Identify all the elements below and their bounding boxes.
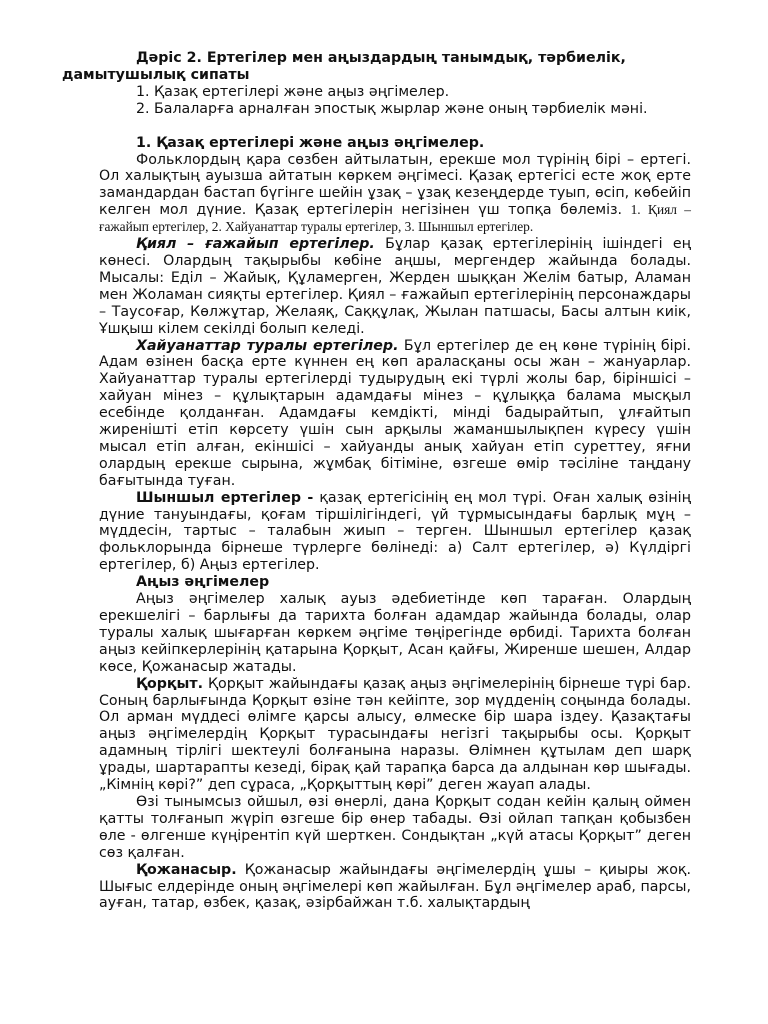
text-shynshyl: қазақ ертегісінің ең мол түрі. Оған халық өзінің дүние тануындағы, қоғам тіршілігіндегі, үй тұрмысындағы барлық мұң – мүддесін, тартыс – талабын жиып – терген. Шыншыл ертегілер қазақ фольклорында бірнеше түрлерге бөлінеді: а) Салт ертегілер, ә) Күлдіргі ертегілер, б) Аңыз ертегілер. xyxy=(99,489,691,574)
term-kozhanasyr: Қожанасыр. xyxy=(136,861,237,878)
lecture-title-line1: Дәріс 2. Ертегілер мен аңыздардың танымдық, тәрбиелік, xyxy=(136,50,626,66)
term-shynshyl: Шыншыл ертегілер - xyxy=(136,489,314,506)
spacer xyxy=(99,118,691,135)
anyz-heading: Аңыз әңгімелер xyxy=(136,574,270,591)
term-korkyt: Қорқыт. xyxy=(136,675,203,692)
paragraph-shynshyl xyxy=(99,490,691,575)
intro-categories: 1. Қиял – ғажайып ертегілер, 2. Хайуанаттар туралы ертегілер, 3. Шыншыл ертегілер. xyxy=(99,202,692,235)
section-1-heading: 1. Қазақ ертегілері және аңыз әңгімелер. xyxy=(136,134,485,151)
paragraph-kiyal xyxy=(99,236,691,337)
document-page xyxy=(62,50,692,912)
paragraph-korkyt xyxy=(99,676,691,794)
paragraph-anyz: Аңыз әңгімелер халық ауыз әдебиетінде көп тараған. Олардың ерекшелігі – барлығы да тарихта болған адамдар жайында болады, олар туралы халық шығарған көркем әңгіме төңірегінде өрбиді. Тарихта болған аңыз кейіпкерлерінің қатарына Қорқыт, Асан қайғы, Жиренше шешен, Алдар көсе, Қожанасыр жатады. xyxy=(99,591,691,675)
outline-item-2: 2. Балаларға арналған эпостық жырлар және оның тәрбиелік мәні. xyxy=(136,100,648,117)
term-kiyal: Қиял – ғажайып ертегілер. xyxy=(136,236,375,253)
text-hayuanat: Бұл ертегілер де ең көне түрінің бірі. Адам өзінен басқа ерте күннен ең көп араласқаны осы жан – жануарлар. Хайуанаттар туралы ертегілерді тудырудың екі түрлі жолы бар, біріншісі – хайуан мінез – құлықтарын адамдағы мінез – құлыққа балама мысқыл есебінде қолданған. Адамдағы кемдікті, мінді бадырайтып, ұлғайтып жиреніштi етіп көрсету үшін сын арқылы жаманшылықпен күресу үшін мысал етіп алған, екіншісі – хайуанды анық хайуан етіп суреттеу, яғни олардың ерекше сырына, жұмбақ бітіміне, өзгеше өмір тәсіліне таңдану бағытында туған. xyxy=(99,337,691,489)
text-kozhanasyr: Қожанасыр жайындағы әңгімелердің ұшы – қиыры жоқ. Шығыс елдерінде оның әңгімелері көп жайылған. Бұл әңгімелер араб, парсы, ауған, татар, өзбек, қазақ, әзірбайжан т.б. халықтардың xyxy=(99,861,691,912)
term-hayuanat: Хайуанаттар туралы ертегілер. xyxy=(136,337,399,354)
intro-text: Фольклордың қара сөзбен айтылатын, ерекше мол түрінің бірі – ертегі. Ол халықтың ауызша айтатын көркем әңгімесі. Қазақ ертегісі есте жоқ ерте замандардан бастап бүгінге шейін ұзақ – ұзақ кезеңдерде туып, өсіп, көбейіп келген мол дүние. Қазақ ертегілерін негізінен үш топқа бөлеміз. xyxy=(99,151,691,219)
text-kiyal: Бұлар қазақ ертегілерінің ішіндегі ең көнесі. Олардың тақырыбы көбіне аңшы, мергендер жайында болады. Мысалы: Еділ – Жайық, Құламерген, Жерден шыққан Желім батыр, Аламан мен Жоламан сияқты ертегілер. Қиял – ғажайып ертегілерінің персонаждары – Таусоғар, Көлжұтар, Желаяқ, Саққұлақ, Жылан патшасы, Басы алтын киік, Ұшқыш кілем секілді болып келеді. xyxy=(99,236,691,337)
lecture-title xyxy=(62,50,691,84)
paragraph-kozhanasyr xyxy=(99,862,691,913)
text-korkyt: Қорқыт жайындағы қазақ аңыз әңгімелерінің бірнеше түрі бар. Соның барлығында Қорқыт өзіне тән кейіпте, зор мүдденің соңында болады. Ол арман мүддесі өлімге қарсы алысу, өлмеске бір шара іздеу. Қазақтағы аңыз әңгімелердің Қорқыт турасындағы негізгі тақырыбы осы. Қорқыт адамның тірлігі шектеулі болғанына наразы. Өлімнен құтылам деп шарқ ұрады, шартарапты кезеді, бірақ қай тарапқа барса да алдынан көр шығады. „Кімнің көрі?” деп сұраса, „Қорқыттың көрі” деген жауап алады. xyxy=(99,675,691,794)
lecture-title-line2: дамытушылық сипаты xyxy=(62,66,250,83)
outline-list xyxy=(99,84,691,118)
section-1-intro xyxy=(99,152,691,237)
paragraph-hayuanat xyxy=(99,338,691,490)
paragraph-korkyt-2: Өзі тынымсыз ойшыл, өзі өнерлі, дана Қорқыт содан кейін қалың оймен қатты толғанып жүріп өзгеше бір өнер табады. Өзі ойлап тапқан қобызбен өле - өлгенше күңірентіп күй шерткен. Сондықтан „күй атасы Қорқыт” деген сөз қалған. xyxy=(99,793,691,861)
outline-item-1: 1. Қазақ ертегілері және аңыз әңгімелер. xyxy=(136,83,450,100)
